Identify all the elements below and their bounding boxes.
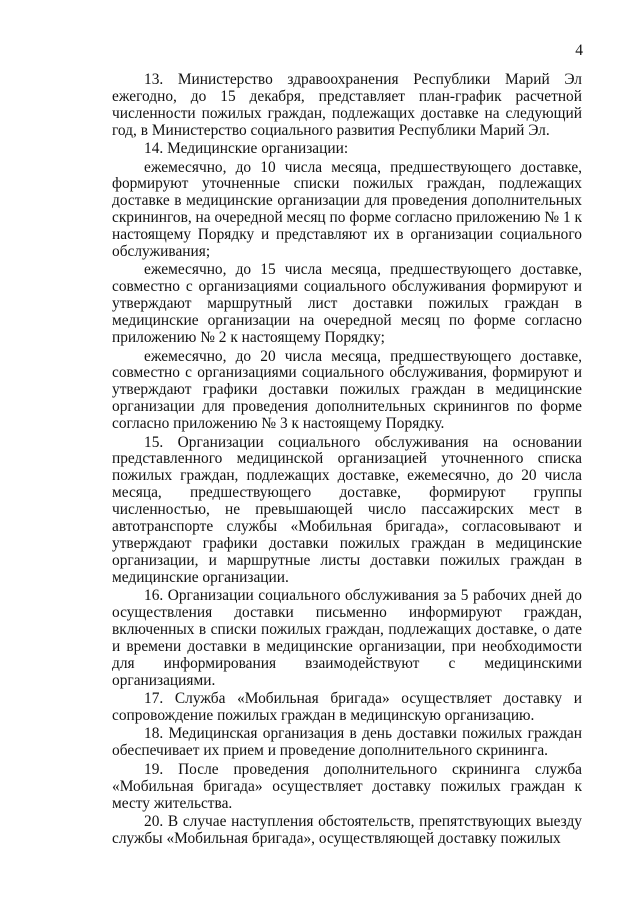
paragraph-15: 15. Организации социального обслуживания на основании представленного медицинской организацией уточненного списка пожилых граждан, подлежащих доставке, ежемесячно, до 20 числа месяца, предшествующего доставке, формируют группы численностью, не превышающей число пассажирских мест в автотранспорте службы «Мобильная бригада», согласовывают и утверждают графики доставки пожилых граждан в медицинские организации, и маршрутные листы доставки пожилых граждан в медицинские организации. (112, 433, 582, 586)
document-body (112, 72, 582, 848)
paragraph-14: 14. Медицинские организации: (144, 140, 349, 158)
paragraph-17: 17. Служба «Мобильная бригада» осуществляет доставку и сопровождение пожилых граждан в медицинскую организацию. (112, 690, 582, 725)
paragraph-18: 18. Медицинская организация в день доставки пожилых граждан обеспечивает их прием и проведение дополнительного скрининга. (112, 725, 582, 760)
paragraph-16: 16. Организации социального обслуживания за 5 рабочих дней до осуществления доставки письменно информируют граждан, включенных в списки пожилых граждан, подлежащих доставке, о дате и времени доставки в медицинские организации, при необходимости для информирования взаимодействуют с медицинскими организациями. (112, 587, 582, 689)
paragraph-13: 13. Министерство здравоохранения Республики Марий Эл ежегодно, до 15 декабря, представляет план-график расчетной численности пожилых граждан, подлежащих доставке на следующий год, в Министерство социального развития Республики Марий Эл. (112, 71, 582, 139)
paragraph-14-item-2: ежемесячно, до 15 числа месяца, предшествующего доставке, совместно с организациями социального обслуживания формируют и утверждают маршрутный лист доставки пожилых граждан в медицинские организации на очередной месяц по форме согласно приложению № 2 к настоящему Порядку; (112, 261, 582, 347)
paragraph-14-item-3: ежемесячно, до 20 числа месяца, предшествующего доставке, совместно с организациями социального обслуживания, формируют и утверждают графики доставки пожилых граждан в медицинские организации для проведения дополнительных скринингов по форме согласно приложению № 3 к настоящему Порядку. (112, 347, 582, 433)
page-number: 4 (575, 42, 583, 59)
paragraph-19: 19. После проведения дополнительного скрининга служба «Мобильная бригада» осуществляет доставку пожилых граждан к месту жительства. (112, 760, 582, 812)
paragraph-14-item-1: ежемесячно, до 10 числа месяца, предшествующего доставке, формируют уточненные списки пожилых граждан, подлежащих доставке в медицинские организации для проведения дополнительных скринингов, на очередной месяц по форме согласно приложению № 1 к настоящему Порядку и представляют их в организации социального обслуживания; (112, 158, 582, 261)
paragraph-20: 20. В случае наступления обстоятельств, препятствующих выезду службы «Мобильная бригада», осуществляющей доставку пожилых (112, 812, 582, 847)
